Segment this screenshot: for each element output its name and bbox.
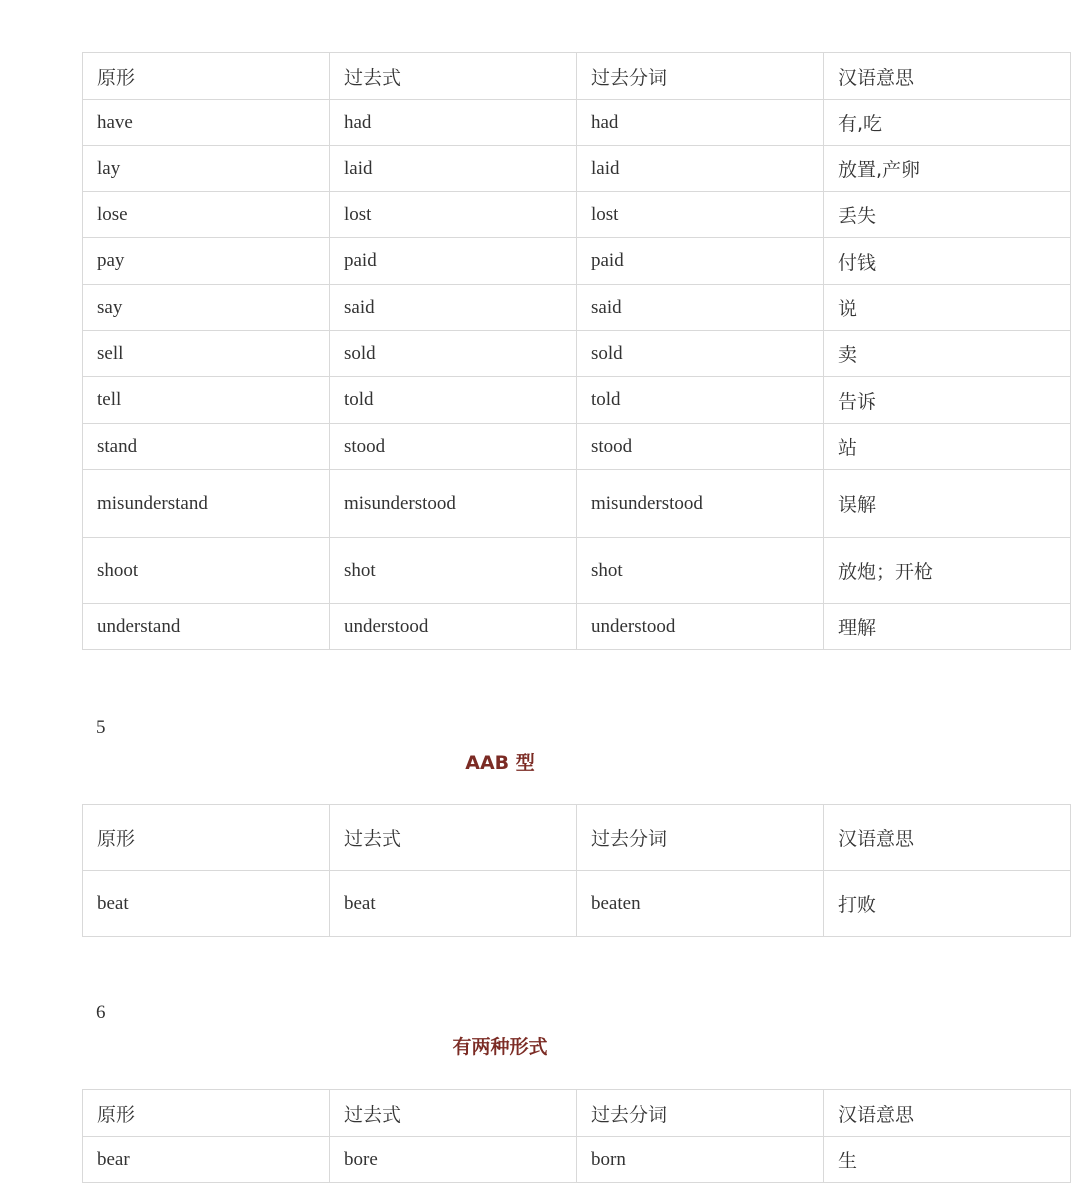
table-row: [83, 238, 1071, 285]
past-participle-cell: told: [577, 377, 824, 424]
section-title-two-forms: 有两种形式: [452, 1036, 548, 1058]
past-participle-cell: stood: [577, 424, 824, 470]
meaning-cell: 有,吃: [824, 100, 1071, 146]
past-participle-cell: misunderstood: [577, 470, 824, 538]
meaning-cell: 理解: [824, 604, 1071, 650]
past-participle-cell: lost: [577, 192, 824, 238]
table-header-row: [83, 53, 1071, 100]
past-participle-cell: born: [577, 1137, 824, 1183]
past-participle-cell: paid: [577, 238, 824, 285]
meaning-cell: 卖: [824, 331, 1071, 377]
base-form-cell: misunderstand: [83, 470, 330, 538]
meaning-cell: 告诉: [824, 377, 1071, 424]
table-row: [83, 377, 1071, 424]
past-tense-cell: laid: [330, 146, 577, 192]
header-chinese-meaning: 汉语意思: [824, 805, 1071, 871]
base-form-cell: tell: [83, 377, 330, 424]
meaning-cell: 站: [824, 424, 1071, 470]
base-form-cell: pay: [83, 238, 330, 285]
past-tense-cell: lost: [330, 192, 577, 238]
base-form-cell: lay: [83, 146, 330, 192]
meaning-cell: 放置,产卵: [824, 146, 1071, 192]
base-form-cell: say: [83, 285, 330, 331]
past-participle-cell: said: [577, 285, 824, 331]
header-past-participle: 过去分词: [577, 1090, 824, 1137]
past-tense-cell: shot: [330, 538, 577, 604]
table-row: [83, 871, 1071, 937]
section-number-6: 6: [96, 1002, 106, 1023]
past-tense-cell: bore: [330, 1137, 577, 1183]
header-chinese-meaning: 汉语意思: [824, 53, 1071, 100]
table-row: [83, 192, 1071, 238]
past-tense-cell: understood: [330, 604, 577, 650]
past-tense-cell: paid: [330, 238, 577, 285]
past-participle-cell: shot: [577, 538, 824, 604]
base-form-cell: sell: [83, 331, 330, 377]
table-row: [83, 470, 1071, 538]
past-participle-cell: beaten: [577, 871, 824, 937]
meaning-cell: 丢失: [824, 192, 1071, 238]
base-form-cell: beat: [83, 871, 330, 937]
table-row: [83, 285, 1071, 331]
table-row: [83, 424, 1071, 470]
base-form-cell: stand: [83, 424, 330, 470]
table-header-row: [83, 805, 1071, 871]
meaning-cell: 生: [824, 1137, 1071, 1183]
header-base-form: 原形: [83, 1090, 330, 1137]
meaning-cell: 付钱: [824, 238, 1071, 285]
section-number-5: 5: [96, 717, 106, 738]
header-base-form: 原形: [83, 53, 330, 100]
base-form-cell: shoot: [83, 538, 330, 604]
table-row: [83, 331, 1071, 377]
base-form-cell: bear: [83, 1137, 330, 1183]
verb-table-aab: [82, 804, 1071, 937]
meaning-cell: 放炮；开枪: [824, 538, 1071, 604]
header-base-form: 原形: [83, 805, 330, 871]
past-tense-cell: had: [330, 100, 577, 146]
verb-table-two-forms: [82, 1089, 1071, 1183]
past-tense-cell: told: [330, 377, 577, 424]
table-row: [83, 1137, 1071, 1183]
table-row: [83, 538, 1071, 604]
past-tense-cell: beat: [330, 871, 577, 937]
header-chinese-meaning: 汉语意思: [824, 1090, 1071, 1137]
past-tense-cell: stood: [330, 424, 577, 470]
section-title-aab: AAB 型: [465, 752, 535, 774]
meaning-cell: 误解: [824, 470, 1071, 538]
meaning-cell: 打败: [824, 871, 1071, 937]
past-participle-cell: sold: [577, 331, 824, 377]
header-past-tense: 过去式: [330, 53, 577, 100]
base-form-cell: lose: [83, 192, 330, 238]
header-past-participle: 过去分词: [577, 53, 824, 100]
past-participle-cell: had: [577, 100, 824, 146]
verb-table-1: [82, 52, 1071, 650]
past-participle-cell: laid: [577, 146, 824, 192]
header-past-tense: 过去式: [330, 1090, 577, 1137]
meaning-cell: 说: [824, 285, 1071, 331]
past-participle-cell: understood: [577, 604, 824, 650]
base-form-cell: understand: [83, 604, 330, 650]
past-tense-cell: sold: [330, 331, 577, 377]
past-tense-cell: misunderstood: [330, 470, 577, 538]
table-row: [83, 146, 1071, 192]
table-row: [83, 100, 1071, 146]
past-tense-cell: said: [330, 285, 577, 331]
table-header-row: [83, 1090, 1071, 1137]
header-past-participle: 过去分词: [577, 805, 824, 871]
table-row: [83, 604, 1071, 650]
base-form-cell: have: [83, 100, 330, 146]
header-past-tense: 过去式: [330, 805, 577, 871]
